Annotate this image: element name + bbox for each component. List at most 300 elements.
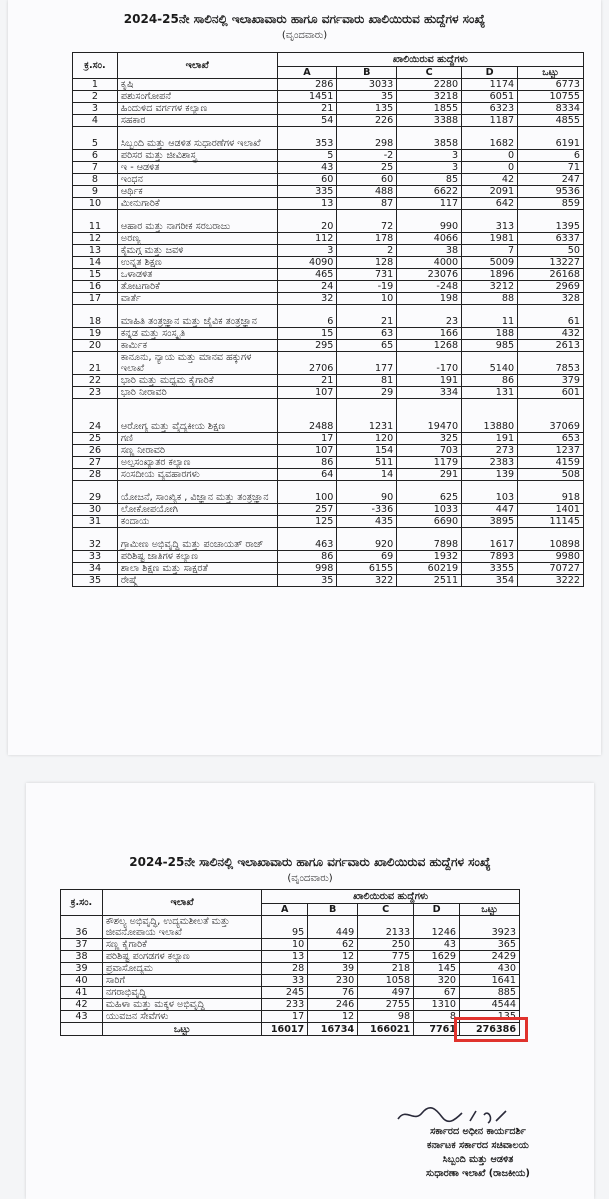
header-vacant: ಖಾಲಿಯಿರುವ ಹುದ್ದೆಗಳು — [277, 53, 583, 67]
b-cell: 60 — [337, 174, 397, 186]
d-cell: 42 — [462, 174, 518, 186]
dept-cell: ವಾರ್ತೆ — [117, 293, 277, 305]
c-cell: 166 — [397, 328, 462, 340]
total-cell: 2429 — [460, 951, 520, 963]
dept-cell: ಗ್ರಾಮೀಣ ಅಭಿವೃದ್ಧಿ ಮತ್ತು ಪಂಚಾಯತ್ ರಾಜ್ — [117, 528, 277, 551]
b-cell: 154 — [337, 445, 397, 457]
c-cell: 3388 — [397, 115, 462, 127]
total-cell: 432 — [518, 328, 584, 340]
a-cell: 286 — [277, 79, 337, 91]
d-cell: 7 — [462, 245, 518, 257]
d-cell: 191 — [462, 433, 518, 445]
b-cell: -2 — [337, 150, 397, 162]
a-cell: 4090 — [277, 257, 337, 269]
b-cell: 12 — [308, 1011, 358, 1023]
a-cell: 24 — [277, 281, 337, 293]
c-cell: 98 — [358, 1011, 414, 1023]
header-a: A — [262, 904, 308, 916]
a-cell: 1451 — [277, 91, 337, 103]
c-cell: 85 — [397, 174, 462, 186]
a-cell: 54 — [277, 115, 337, 127]
header-b: B — [308, 904, 358, 916]
d-cell: 1896 — [462, 269, 518, 281]
total-cell: 1237 — [518, 445, 584, 457]
signature-line: ಕರ್ನಾಟಕ ಸರ್ಕಾರದ ಸಚಿವಾಲಯ — [427, 1140, 529, 1151]
sno-cell: 26 — [73, 445, 118, 457]
sno-cell: 15 — [73, 269, 118, 281]
dept-cell: ಪರಿಶಿಷ್ಟ ಜಾತಿಗಳ ಕಲ್ಯಾಣ — [117, 551, 277, 563]
sno-cell: 34 — [73, 563, 118, 575]
sno-cell: 24 — [73, 399, 118, 433]
b-cell: 3033 — [337, 79, 397, 91]
d-cell: 642 — [462, 198, 518, 210]
b-cell: 731 — [337, 269, 397, 281]
c-cell: 990 — [397, 210, 462, 233]
dept-cell: ಸಹಕಾರ — [117, 115, 277, 127]
d-cell: 1981 — [462, 233, 518, 245]
c-cell: 198 — [397, 293, 462, 305]
sno-cell: 33 — [73, 551, 118, 563]
b-cell: 322 — [337, 575, 397, 587]
header-total: ಒಟ್ಟು — [460, 904, 520, 916]
d-cell: 8 — [414, 1011, 460, 1023]
total-cell: 601 — [518, 387, 584, 399]
c-cell: 6690 — [397, 516, 462, 528]
dept-cell: ಶಾಲಾ ಶಿಕ್ಷಣ ಮತ್ತು ಸಾಕ್ಷರತೆ — [117, 563, 277, 575]
c-cell: 291 — [397, 469, 462, 481]
page-title: 2024-25ನೇ ಸಾಲಿನಲ್ಲಿ ಇಲಾಖಾವಾರು ಹಾಗೂ ವರ್ಗವಾರು ಖಾಲಿಯಿರುವ ಹುದ್ದೆಗಳ ಸಂಖ್ಯೆ — [123, 12, 486, 26]
b-cell: 1231 — [337, 399, 397, 433]
table-row — [73, 293, 584, 305]
table-row — [73, 198, 584, 210]
total-cell: 918 — [518, 481, 584, 504]
a-cell: 295 — [277, 340, 337, 352]
total-cell: 247 — [518, 174, 584, 186]
sno-cell: 18 — [73, 305, 118, 328]
c-cell: 23076 — [397, 269, 462, 281]
table-row — [73, 445, 584, 457]
b-cell: 87 — [337, 198, 397, 210]
vacancy-table — [60, 889, 520, 1036]
d-cell: 2383 — [462, 457, 518, 469]
b-cell: 76 — [308, 987, 358, 999]
c-cell: 4066 — [397, 233, 462, 245]
b-cell: 226 — [337, 115, 397, 127]
b-cell: 135 — [337, 103, 397, 115]
total-cell: 10755 — [518, 91, 584, 103]
sno-cell: 27 — [73, 457, 118, 469]
a-cell: 3 — [277, 245, 337, 257]
total-cell: 135 — [460, 1011, 520, 1023]
c-cell: 60219 — [397, 563, 462, 575]
b-cell: 177 — [337, 352, 397, 375]
c-cell: 2511 — [397, 575, 462, 587]
a-cell: 33 — [262, 975, 308, 987]
a-cell: 465 — [277, 269, 337, 281]
dept-cell: ತೋಟಗಾರಿಕೆ — [117, 281, 277, 293]
sno-cell: 36 — [61, 916, 103, 939]
a-cell: 17 — [277, 433, 337, 445]
table-row — [73, 150, 584, 162]
dept-cell: ಭಾರಿ ನೀರಾವರಿ — [117, 387, 277, 399]
c-cell: 1268 — [397, 340, 462, 352]
c-cell: 191 — [397, 375, 462, 387]
c-cell: 2133 — [358, 916, 414, 939]
total-cell: 885 — [460, 987, 520, 999]
sno-cell: 29 — [73, 481, 118, 504]
a-cell: 112 — [277, 233, 337, 245]
d-cell: 0 — [462, 150, 518, 162]
a-cell: 463 — [277, 528, 337, 551]
c-cell: 1058 — [358, 975, 414, 987]
d-cell: 2091 — [462, 186, 518, 198]
c-cell: 3 — [397, 162, 462, 174]
c-cell: 625 — [397, 481, 462, 504]
dept-cell: ಆರ್ಥಿಕ — [117, 186, 277, 198]
sno-cell: 25 — [73, 433, 118, 445]
highlight-box — [454, 1017, 528, 1042]
a-cell: 257 — [277, 504, 337, 516]
table-row — [73, 281, 584, 293]
table-row — [73, 79, 584, 91]
header-c: C — [358, 904, 414, 916]
c-cell: 703 — [397, 445, 462, 457]
c-cell: 3 — [397, 150, 462, 162]
total-cell: 13227 — [518, 257, 584, 269]
a-cell: 28 — [262, 963, 308, 975]
table-row — [73, 328, 584, 340]
d-cell: 313 — [462, 210, 518, 233]
sno-cell: 38 — [61, 951, 103, 963]
sno-cell: 17 — [73, 293, 118, 305]
d-cell: 67 — [414, 987, 460, 999]
sno-cell: 23 — [73, 387, 118, 399]
d-cell: 1246 — [414, 916, 460, 939]
table-row — [61, 951, 520, 963]
total-cell: 6191 — [518, 127, 584, 150]
total-d: 7761 — [414, 1023, 460, 1036]
total-cell: 3222 — [518, 575, 584, 587]
total-cell: 50 — [518, 245, 584, 257]
total-cell: 10898 — [518, 528, 584, 551]
d-cell: 320 — [414, 975, 460, 987]
table-row — [73, 528, 584, 551]
c-cell: -170 — [397, 352, 462, 375]
sno-cell: 20 — [73, 340, 118, 352]
c-cell: 1033 — [397, 504, 462, 516]
total-cell: 2613 — [518, 340, 584, 352]
dept-cell: ಅಲ್ಪಸಂಖ್ಯಾತರ ಕಲ್ಯಾಣ — [117, 457, 277, 469]
d-cell: 1187 — [462, 115, 518, 127]
c-cell: 2755 — [358, 999, 414, 1011]
total-cell: 1401 — [518, 504, 584, 516]
sno-cell: 2 — [73, 91, 118, 103]
table-row — [73, 162, 584, 174]
b-cell: 488 — [337, 186, 397, 198]
table-row — [73, 481, 584, 504]
sno-cell: 41 — [61, 987, 103, 999]
total-cell: 9980 — [518, 551, 584, 563]
sno-cell: 30 — [73, 504, 118, 516]
sno-cell: 31 — [73, 516, 118, 528]
a-cell: 17 — [262, 1011, 308, 1023]
b-cell: 69 — [337, 551, 397, 563]
d-cell: 88 — [462, 293, 518, 305]
sno-cell: 16 — [73, 281, 118, 293]
total-cell: 859 — [518, 198, 584, 210]
signature-line: ಸುಧಾರಣಾ ಇಲಾಖೆ (ರಾಜಕೀಯ) — [426, 1168, 530, 1179]
totals-sno-cell — [61, 1023, 103, 1036]
total-cell: 4159 — [518, 457, 584, 469]
a-cell: 21 — [277, 375, 337, 387]
table-row — [73, 127, 584, 150]
header-sno: ಕ್ರ.ಸಂ. — [61, 890, 103, 916]
d-cell: 7893 — [462, 551, 518, 563]
dept-cell: ಪಶುಸಂಗೋಪನೆ — [117, 91, 277, 103]
total-cell: 2969 — [518, 281, 584, 293]
dept-cell: ಕಾರ್ಮಿಕ — [117, 340, 277, 352]
d-cell: 447 — [462, 504, 518, 516]
a-cell: 100 — [277, 481, 337, 504]
signature-line: ಸರ್ಕಾರದ ಅಧೀನ ಕಾರ್ಯದರ್ಶಿ — [430, 1126, 526, 1137]
d-cell: 145 — [414, 963, 460, 975]
b-cell: 128 — [337, 257, 397, 269]
signature-line: ಸಿಬ್ಬಂದಿ ಮತ್ತು ಆಡಳಿತ — [442, 1154, 514, 1165]
sno-cell: 12 — [73, 233, 118, 245]
dept-cell: ಕಂದಾಯ — [117, 516, 277, 528]
d-cell: 985 — [462, 340, 518, 352]
a-cell: 998 — [277, 563, 337, 575]
b-cell: 62 — [308, 939, 358, 951]
vacancy-table — [72, 52, 584, 587]
sno-cell: 7 — [73, 162, 118, 174]
b-cell: 120 — [337, 433, 397, 445]
d-cell: 3895 — [462, 516, 518, 528]
total-cell: 6773 — [518, 79, 584, 91]
table-row — [61, 916, 520, 939]
dept-cell: ಕೃಷಿ — [117, 79, 277, 91]
d-cell: 13880 — [462, 399, 518, 433]
a-cell: 21 — [277, 103, 337, 115]
sno-cell: 14 — [73, 257, 118, 269]
a-cell: 5 — [277, 150, 337, 162]
c-cell: 334 — [397, 387, 462, 399]
sno-cell: 5 — [73, 127, 118, 150]
dept-cell: ಲೋಕೋಪಯೋಗಿ — [117, 504, 277, 516]
header-b: B — [337, 67, 397, 79]
c-cell: 325 — [397, 433, 462, 445]
b-cell: 21 — [337, 305, 397, 328]
total-cell: 1641 — [460, 975, 520, 987]
dept-cell: ಅರಣ್ಯ — [117, 233, 277, 245]
b-cell: 81 — [337, 375, 397, 387]
b-cell: 6155 — [337, 563, 397, 575]
b-cell: -19 — [337, 281, 397, 293]
table-row — [61, 999, 520, 1011]
dept-cell: ಪ್ರವಾಸೋದ್ಯಮ — [102, 963, 261, 975]
dept-cell: ಕೈಮಗ್ಗ ಮತ್ತು ಜವಳಿ — [117, 245, 277, 257]
table-row — [73, 433, 584, 445]
c-cell: 1855 — [397, 103, 462, 115]
d-cell: 43 — [414, 939, 460, 951]
total-cell: 1395 — [518, 210, 584, 233]
d-cell: 5009 — [462, 257, 518, 269]
d-cell: 86 — [462, 375, 518, 387]
b-cell: 435 — [337, 516, 397, 528]
b-cell: 298 — [337, 127, 397, 150]
table-row — [61, 975, 520, 987]
total-cell: 8334 — [518, 103, 584, 115]
d-cell: 139 — [462, 469, 518, 481]
b-cell: 14 — [337, 469, 397, 481]
header-dept: ಇಲಾಖೆ — [102, 890, 261, 916]
c-cell: 23 — [397, 305, 462, 328]
d-cell: 1174 — [462, 79, 518, 91]
total-cell: 7853 — [518, 352, 584, 375]
a-cell: 95 — [262, 916, 308, 939]
table-row — [73, 210, 584, 233]
table-row — [73, 399, 584, 433]
table-row — [73, 269, 584, 281]
c-cell: 1179 — [397, 457, 462, 469]
total-cell: 4544 — [460, 999, 520, 1011]
b-cell: 230 — [308, 975, 358, 987]
sno-cell: 3 — [73, 103, 118, 115]
table-row — [73, 375, 584, 387]
sno-cell: 6 — [73, 150, 118, 162]
d-cell: 5140 — [462, 352, 518, 375]
b-cell: 65 — [337, 340, 397, 352]
d-cell: 3212 — [462, 281, 518, 293]
c-cell: 775 — [358, 951, 414, 963]
total-cell: 11145 — [518, 516, 584, 528]
dept-cell: ಮಾಹಿತಿ ತಂತ್ರಜ್ಞಾನ ಮತ್ತು ಜೈವಿಕ ತಂತ್ರಜ್ಞಾನ — [117, 305, 277, 328]
dept-cell: ಒಳಾಡಳಿತ — [117, 269, 277, 281]
d-cell: 1629 — [414, 951, 460, 963]
b-cell: 246 — [308, 999, 358, 1011]
sno-cell: 22 — [73, 375, 118, 387]
header-c: C — [397, 67, 462, 79]
table-row — [61, 1011, 520, 1023]
dept-cell: ಮೀನುಗಾರಿಕೆ — [117, 198, 277, 210]
dept-cell: ಕನ್ನಡ ಮತ್ತು ಸಂಸ್ಕೃತಿ — [117, 328, 277, 340]
a-cell: 13 — [262, 951, 308, 963]
d-cell: 188 — [462, 328, 518, 340]
signature-block — [388, 1125, 568, 1181]
a-cell: 245 — [262, 987, 308, 999]
total-cell: 508 — [518, 469, 584, 481]
b-cell: 10 — [337, 293, 397, 305]
sno-cell: 35 — [73, 575, 118, 587]
total-cell: 70727 — [518, 563, 584, 575]
c-cell: 3858 — [397, 127, 462, 150]
dept-cell: ಯುವಜನ ಸೇವೆಗಳು — [102, 1011, 261, 1023]
c-cell: 1932 — [397, 551, 462, 563]
table-row — [73, 245, 584, 257]
table-row — [73, 91, 584, 103]
table-row — [73, 305, 584, 328]
b-cell: 35 — [337, 91, 397, 103]
total-cell: 61 — [518, 305, 584, 328]
sno-cell: 9 — [73, 186, 118, 198]
d-cell: 0 — [462, 162, 518, 174]
sno-cell: 32 — [73, 528, 118, 551]
sno-cell: 11 — [73, 210, 118, 233]
total-cell: 328 — [518, 293, 584, 305]
dept-cell: ಉನ್ನತ ಶಿಕ್ಷಣ — [117, 257, 277, 269]
document-page-1 — [8, 0, 601, 755]
c-cell: 19470 — [397, 399, 462, 433]
a-cell: 2488 — [277, 399, 337, 433]
dept-cell: ಸಿಬ್ಬಂದಿ ಮತ್ತು ಆಡಳಿತ ಸುಧಾರಣೆಗಳ ಇಲಾಖೆ — [117, 127, 277, 150]
c-cell: 7898 — [397, 528, 462, 551]
d-cell: 273 — [462, 445, 518, 457]
total-cell: 430 — [460, 963, 520, 975]
a-cell: 125 — [277, 516, 337, 528]
dept-cell: ನಗರಾಭಿವೃದ್ಧಿ — [102, 987, 261, 999]
dept-cell: ಕೌಶಲ್ಯ ಅಭಿವೃದ್ಧಿ, ಉದ್ಯಮಶೀಲತೆ ಮತ್ತು ಜೀವನೋಪಾಯ ಇಲಾಖೆ — [102, 916, 261, 939]
header-sno: ಕ್ರ.ಸಂ. — [73, 53, 118, 79]
c-cell: 3218 — [397, 91, 462, 103]
table-row — [61, 939, 520, 951]
total-c: 166021 — [358, 1023, 414, 1036]
table-row — [73, 516, 584, 528]
total-a: 16017 — [262, 1023, 308, 1036]
a-cell: 32 — [277, 293, 337, 305]
table-row — [73, 387, 584, 399]
table-row — [73, 340, 584, 352]
d-cell: 103 — [462, 481, 518, 504]
b-cell: 63 — [337, 328, 397, 340]
a-cell: 6 — [277, 305, 337, 328]
b-cell: 90 — [337, 481, 397, 504]
a-cell: 43 — [277, 162, 337, 174]
total-cell: 365 — [460, 939, 520, 951]
dept-cell: ಹಿಂದುಳಿದ ವರ್ಗಗಳ ಕಲ್ಯಾಣ — [117, 103, 277, 115]
a-cell: 60 — [277, 174, 337, 186]
b-cell: -336 — [337, 504, 397, 516]
d-cell: 131 — [462, 387, 518, 399]
c-cell: 4000 — [397, 257, 462, 269]
dept-cell: ರೇಷ್ಮೆ — [117, 575, 277, 587]
sno-cell: 19 — [73, 328, 118, 340]
c-cell: 2280 — [397, 79, 462, 91]
b-cell: 449 — [308, 916, 358, 939]
total-cell: 3923 — [460, 916, 520, 939]
b-cell: 178 — [337, 233, 397, 245]
dept-cell: ಸಾರಿಗೆ — [102, 975, 261, 987]
dept-cell: ಪರಿಶಿಷ್ಟ ಪಂಗಡಗಳ ಕಲ್ಯಾಣ — [102, 951, 261, 963]
a-cell: 233 — [262, 999, 308, 1011]
d-cell: 354 — [462, 575, 518, 587]
a-cell: 10 — [262, 939, 308, 951]
b-cell: 511 — [337, 457, 397, 469]
a-cell: 353 — [277, 127, 337, 150]
header-total: ಒಟ್ಟು — [518, 67, 584, 79]
a-cell: 2706 — [277, 352, 337, 375]
d-cell: 1310 — [414, 999, 460, 1011]
dept-cell: ಆಹಾರ ಮತ್ತು ನಾಗರೀಕ ಸರಬರಾಜು — [117, 210, 277, 233]
dept-cell: ಭಾರಿ ಮತ್ತು ಮಧ್ಯಮ ಕೈಗಾರಿಕೆ — [117, 375, 277, 387]
b-cell: 72 — [337, 210, 397, 233]
table-row — [73, 575, 584, 587]
a-cell: 335 — [277, 186, 337, 198]
table-row — [73, 563, 584, 575]
c-cell: 6622 — [397, 186, 462, 198]
a-cell: 15 — [277, 328, 337, 340]
sno-cell: 39 — [61, 963, 103, 975]
total-cell: 4855 — [518, 115, 584, 127]
